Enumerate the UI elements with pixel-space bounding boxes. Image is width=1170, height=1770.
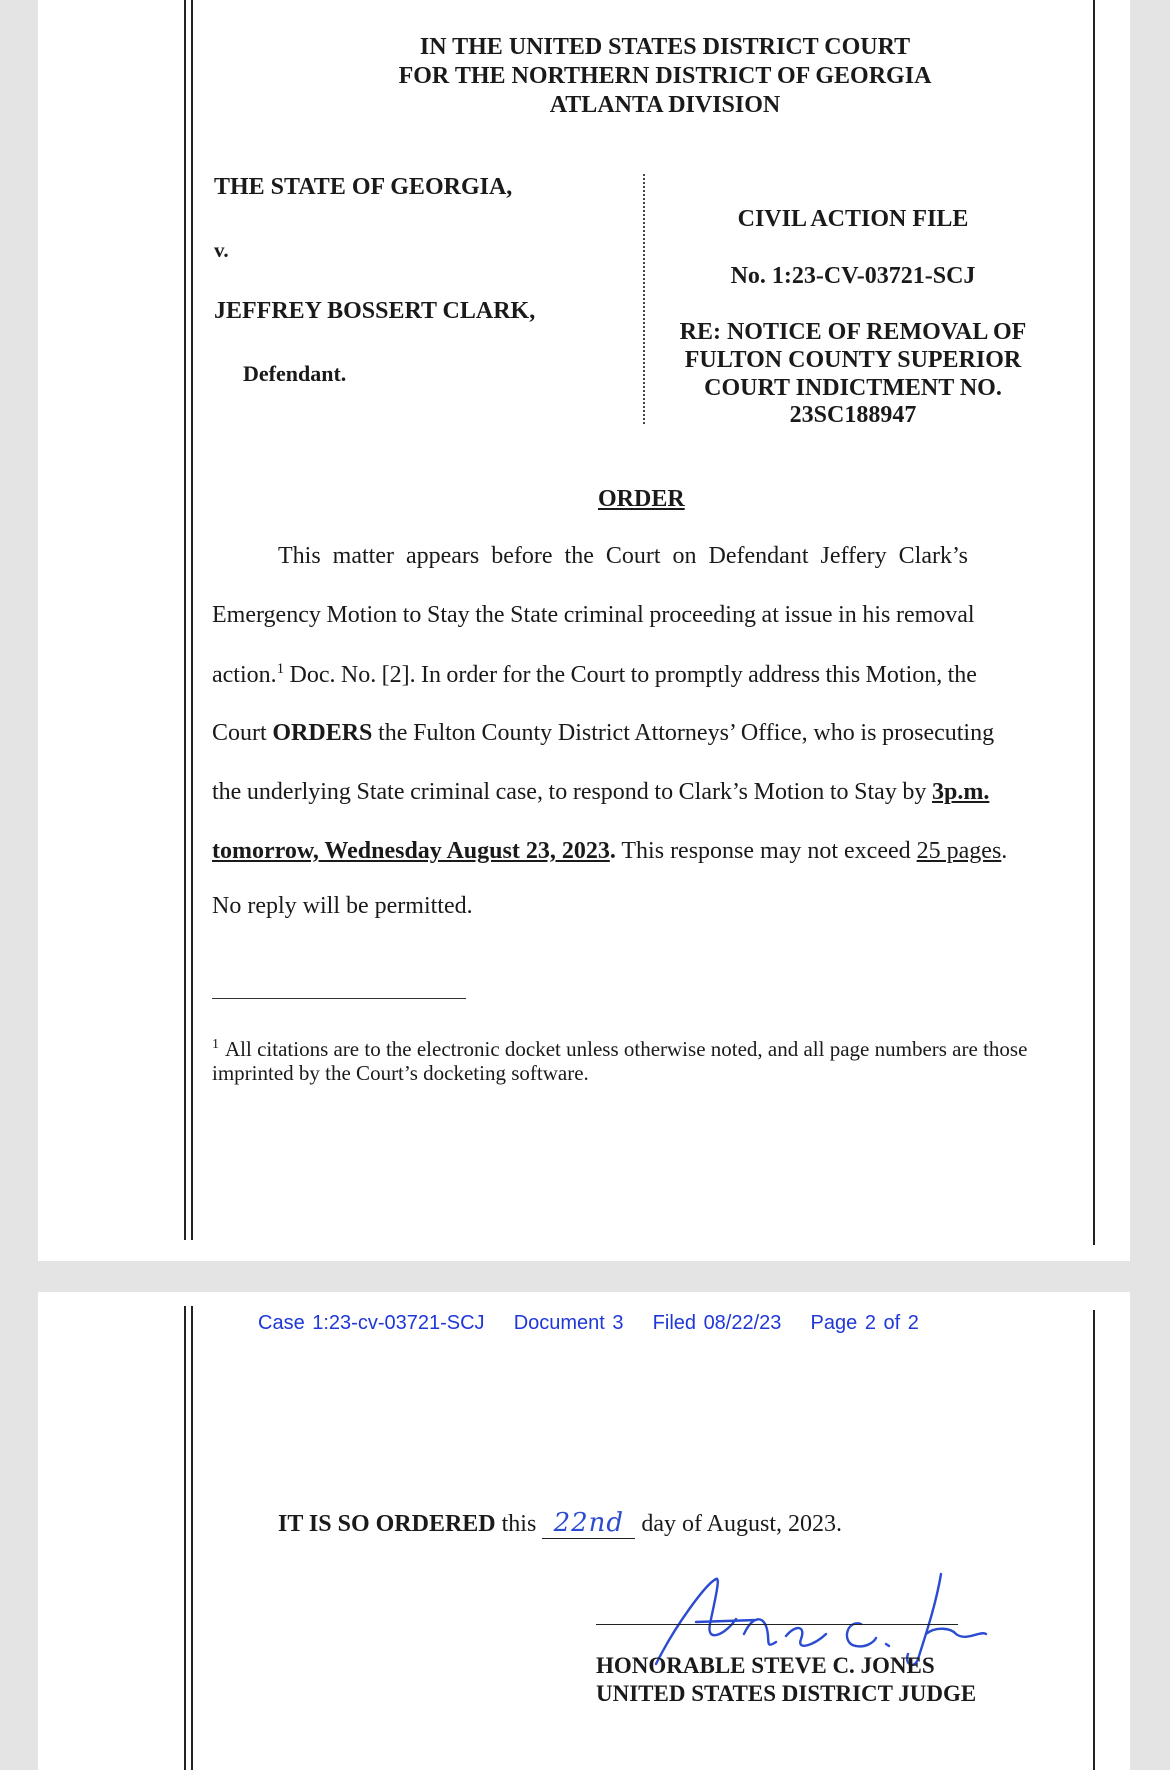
stamp-page: Page 2 of 2 (810, 1312, 919, 1334)
judge-title: UNITED STATES DISTRICT JUDGE (596, 1681, 977, 1706)
caption-divider (643, 174, 645, 424)
body-line-1: This matter appears before the Court on Defendant Jeffery Clark’s (278, 543, 968, 569)
body-line-6 (212, 838, 1007, 865)
order-title: ORDER (598, 486, 685, 512)
footnote (212, 1033, 1072, 1085)
so-ordered-this: this (495, 1511, 543, 1537)
page-limit: 25 pages (916, 838, 1002, 864)
stamp-case: Case 1:23-cv-03721-SCJ (258, 1312, 485, 1334)
signature-line (596, 1624, 958, 1625)
left-margin-rule-inner (191, 0, 193, 1240)
left-margin-rule-inner (191, 1306, 193, 1770)
right-margin-rule (1093, 1310, 1095, 1770)
court-header-line-1: IN THE UNITED STATES DISTRICT COURT (419, 34, 911, 60)
right-margin-rule (1093, 0, 1095, 1245)
so-ordered-line (278, 1508, 842, 1539)
handwritten-day-text: 22nd (553, 1508, 625, 1538)
defendant-name: JEFFREY BOSSERT CLARK, (214, 298, 536, 324)
re-line-2: FULTON COUNTY SUPERIOR (684, 347, 1022, 373)
court-header (300, 33, 1030, 120)
body-line-5 (212, 779, 989, 806)
defendant-role: Defendant. (243, 361, 347, 386)
handwritten-day (542, 1508, 635, 1539)
stamp-filed: Filed 08/22/23 (652, 1312, 782, 1334)
so-ordered-rest: day of August, 2023. (635, 1511, 842, 1537)
body-line-2: Emergency Motion to Stay the State criminal proceeding at issue in his removal (212, 602, 975, 628)
body-line-6-c: This response may not exceed (615, 838, 917, 864)
body-line-3-a: action. (212, 662, 277, 688)
document-page-2 (38, 1292, 1130, 1770)
footnote-separator (212, 998, 466, 999)
orders-keyword: ORDERS (272, 720, 373, 746)
body-line-4-a: Court (212, 720, 273, 746)
court-header-line-3: ATLANTA DIVISION (549, 92, 781, 118)
case-number: No. 1:23-CV-03721-SCJ (730, 263, 976, 289)
body-line-4-c: the Fulton County District Attorneys’ Office, who is prosecuting (372, 720, 995, 746)
footnote-ref: 1 (276, 661, 285, 677)
footnote-text: All citations are to the electronic docket unless otherwise noted, and all page numbers are those imprinted by the Court’s docketing software. (212, 1037, 1028, 1085)
re-line-1: RE: NOTICE OF REMOVAL OF (679, 319, 1027, 345)
stamp-document: Document 3 (513, 1312, 624, 1334)
judge-name: HONORABLE STEVE C. JONES (596, 1653, 935, 1678)
deadline-period: . (609, 838, 616, 864)
body-line-3-b: Doc. No. [2]. In order for the Court to promptly address this Motion, the (284, 662, 977, 688)
signature-caption (596, 1652, 976, 1708)
deadline-date: tomorrow, Wednesday August 23, 2023 (212, 838, 610, 864)
body-line-3 (212, 661, 977, 689)
plaintiff-name: THE STATE OF GEORGIA, (214, 174, 513, 200)
re-line-3: COURT INDICTMENT NO. (704, 375, 1002, 401)
body-line-6-e: . (1001, 838, 1008, 864)
deadline-time: 3p.m. (932, 779, 990, 805)
so-ordered: IT IS SO ORDERED (278, 1511, 496, 1537)
court-header-line-2: FOR THE NORTHERN DISTRICT OF GEORGIA (398, 63, 932, 89)
filing-stamp (258, 1312, 919, 1335)
civil-action-file-label: CIVIL ACTION FILE (737, 206, 969, 232)
document-page-1 (38, 0, 1130, 1261)
left-margin-rule (184, 0, 186, 1240)
re-line-4: 23SC188947 (789, 402, 917, 428)
left-margin-rule (184, 1306, 186, 1770)
footnote-marker: 1 (212, 1037, 219, 1052)
body-line-5-a: the underlying State criminal case, to respond to Clark’s Motion to Stay by (212, 779, 933, 805)
body-line-4 (212, 720, 994, 747)
body-line-7: No reply will be permitted. (212, 893, 473, 919)
versus-label: v. (214, 238, 229, 262)
